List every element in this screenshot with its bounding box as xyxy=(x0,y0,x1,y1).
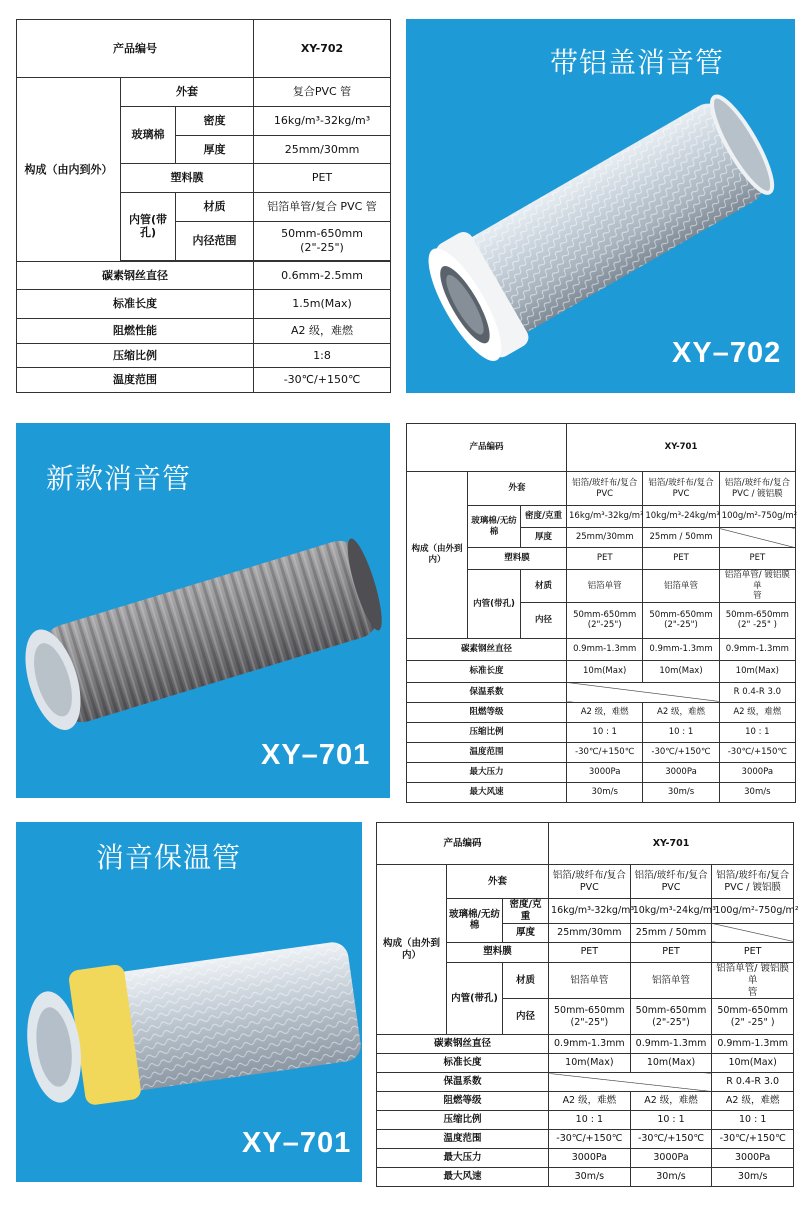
composition-label: 构成（由内到外） xyxy=(17,78,121,261)
flame-label: 阻燃等级 xyxy=(377,1092,549,1111)
glass-wool-label: 玻璃棉/无纺 棉 xyxy=(447,899,503,943)
compress-value: 1:8 xyxy=(254,343,391,368)
inner-tube-label: 内管(带孔) xyxy=(468,570,521,639)
insulation-value-empty xyxy=(567,682,720,702)
wire-label: 碳素钢丝直径 xyxy=(17,261,254,290)
film-label: 塑料膜 xyxy=(447,942,549,962)
insulation-label: 保温系数 xyxy=(377,1073,549,1092)
material-value-3: 铝箔单管/ 镀铝膜单 管 xyxy=(712,962,794,999)
compress-value-2: 10 : 1 xyxy=(630,1111,712,1130)
diameter-value xyxy=(254,221,391,260)
length-value: 1.5m(Max) xyxy=(254,290,391,319)
temp-value-3: -30℃/+150℃ xyxy=(719,742,795,762)
length-label: 标准长度 xyxy=(407,660,567,682)
wind-value-2: 30m/s xyxy=(643,782,719,802)
temp-value-2: -30℃/+150℃ xyxy=(643,742,719,762)
photo-caption: 带铝盖消音管 xyxy=(550,46,725,79)
pressure-label: 最大压力 xyxy=(407,762,567,782)
outer-value-3: 铝箔/玻纤布/复合 PVC / 镀铝膜 xyxy=(712,865,794,899)
wind-value-2: 30m/s xyxy=(630,1168,712,1187)
material-value-1: 铝箔单管 xyxy=(549,962,631,999)
compress-value-3: 10 : 1 xyxy=(712,1111,794,1130)
inner-tube-label: 内管(带孔) xyxy=(121,193,176,261)
glass-wool-label: 玻璃棉/无纺 棉 xyxy=(468,506,521,548)
flame-label: 阻燃性能 xyxy=(17,319,254,344)
film-value-3: PET xyxy=(719,548,795,570)
thickness-value-1: 25mm/30mm xyxy=(549,923,631,942)
temp-value: -30℃/+150℃ xyxy=(254,368,391,393)
wire-value-3: 0.9mm-1.3mm xyxy=(712,1035,794,1054)
flame-value: A2 级，难燃 xyxy=(254,319,391,344)
model-label: XY–702 xyxy=(672,337,782,369)
material-label: 材质 xyxy=(503,962,549,999)
density-label: 密度/克重 xyxy=(521,506,567,528)
material-value-2: 铝箔单管 xyxy=(643,570,719,603)
material-label: 材质 xyxy=(521,570,567,603)
length-label: 标准长度 xyxy=(377,1054,549,1073)
outer-label: 外套 xyxy=(468,472,567,506)
length-value-3: 10m(Max) xyxy=(712,1054,794,1073)
insulation-value-empty xyxy=(549,1073,712,1092)
material-value-2: 铝箔单管 xyxy=(630,962,712,999)
wind-label: 最大风速 xyxy=(377,1168,549,1187)
wind-label: 最大风速 xyxy=(407,782,567,802)
density-label: 密度/克重 xyxy=(503,899,549,924)
temp-label: 温度范围 xyxy=(17,368,254,393)
model-label: XY–701 xyxy=(242,1127,352,1159)
inner-tube-label: 内管(带孔) xyxy=(447,962,503,1035)
compress-label: 压缩比例 xyxy=(377,1111,549,1130)
wire-value: 0.6mm-2.5mm xyxy=(254,261,391,290)
density-label: 密度 xyxy=(176,107,254,136)
density-value: 16kg/m³-32kg/m³ xyxy=(254,107,391,136)
pressure-value-2: 3000Pa xyxy=(643,762,719,782)
temp-value-1: -30℃/+150℃ xyxy=(567,742,643,762)
diameter-value-3: 50mm-650mm (2" -25" ) xyxy=(719,602,795,638)
length-value-1: 10m(Max) xyxy=(549,1054,631,1073)
insulation-label: 保温系数 xyxy=(407,682,567,702)
flame-value-2: A2 级，难燃 xyxy=(630,1092,712,1111)
pressure-value-2: 3000Pa xyxy=(630,1149,712,1168)
model-label: XY–701 xyxy=(261,739,371,771)
wire-value-2: 0.9mm-1.3mm xyxy=(643,638,719,660)
thickness-value-2: 25mm / 50mm xyxy=(643,528,719,548)
compress-label: 压缩比例 xyxy=(407,722,567,742)
temp-label: 温度范围 xyxy=(407,742,567,762)
product-code: XY-701 xyxy=(549,823,794,865)
film-label: 塑料膜 xyxy=(468,548,567,570)
density-value-1: 16kg/m³-32kg/m³ xyxy=(549,899,631,924)
product-photo-xy701-insulated xyxy=(16,822,362,1182)
film-value-1: PET xyxy=(567,548,643,570)
outer-value-1: 铝箔/玻纤布/复合 PVC xyxy=(567,472,643,506)
diameter-value-1: 50mm-650mm (2"-25") xyxy=(549,999,631,1035)
length-value-1: 10m(Max) xyxy=(567,660,643,682)
product-code: XY-702 xyxy=(254,20,391,78)
spec-table-xy701-a xyxy=(406,423,796,797)
temp-label: 温度范围 xyxy=(377,1130,549,1149)
pressure-label: 最大压力 xyxy=(377,1149,549,1168)
flame-value-2: A2 级，难燃 xyxy=(643,702,719,722)
compress-value-1: 10 : 1 xyxy=(549,1111,631,1130)
flame-value-1: A2 级，难燃 xyxy=(549,1092,631,1111)
compress-value-1: 10 : 1 xyxy=(567,722,643,742)
film-value-1: PET xyxy=(549,942,631,962)
product-photo-xy702 xyxy=(406,19,795,393)
thickness-label: 厚度 xyxy=(521,528,567,548)
wind-value-1: 30m/s xyxy=(549,1168,631,1187)
glass-wool-label: 玻璃棉 xyxy=(121,107,176,164)
diameter-value-line2: (2"-25") xyxy=(300,240,344,254)
product-photo-xy701-new xyxy=(16,423,390,798)
compress-value-2: 10 : 1 xyxy=(643,722,719,742)
material-value: 铝箔单管/复合 PVC 管 xyxy=(254,193,391,222)
thickness-label: 厚度 xyxy=(503,923,549,942)
film-label: 塑料膜 xyxy=(121,164,254,193)
spec-table-xy701-b xyxy=(376,822,799,1183)
temp-value-3: -30℃/+150℃ xyxy=(712,1130,794,1149)
spec-table-xy702 xyxy=(16,19,391,393)
film-value-3: PET xyxy=(712,942,794,962)
length-value-2: 10m(Max) xyxy=(643,660,719,682)
diameter-label: 内径 xyxy=(521,602,567,638)
wire-value-1: 0.9mm-1.3mm xyxy=(549,1035,631,1054)
length-value-3: 10m(Max) xyxy=(719,660,795,682)
length-value-2: 10m(Max) xyxy=(630,1054,712,1073)
insulation-value: R 0.4-R 3.0 xyxy=(712,1073,794,1092)
density-value-1: 16kg/m³-32kg/m³ xyxy=(567,506,643,528)
outer-label: 外套 xyxy=(447,865,549,899)
product-code-label: 产品编码 xyxy=(407,424,567,472)
diameter-value-line1: 50mm-650mm xyxy=(281,227,363,241)
outer-label: 外套 xyxy=(121,78,254,107)
wire-value-2: 0.9mm-1.3mm xyxy=(630,1035,712,1054)
outer-value-1: 铝箔/玻纤布/复合 PVC xyxy=(549,865,631,899)
product-code-label: 产品编号 xyxy=(17,20,254,78)
wire-label: 碳素钢丝直径 xyxy=(377,1035,549,1054)
flame-value-3: A2 级，难燃 xyxy=(719,702,795,722)
material-value-3: 铝箔单管/ 镀铝膜单 管 xyxy=(719,570,795,603)
wire-value-1: 0.9mm-1.3mm xyxy=(567,638,643,660)
composition-label: 构成（由外到内） xyxy=(407,472,468,639)
diameter-value-3: 50mm-650mm (2" -25" ) xyxy=(712,999,794,1035)
product-code-label: 产品编码 xyxy=(377,823,549,865)
flame-value-1: A2 级，难燃 xyxy=(567,702,643,722)
insulation-value: R 0.4-R 3.0 xyxy=(719,682,795,702)
diameter-label: 内径范围 xyxy=(176,221,254,260)
composition-label: 构成（由外到 内） xyxy=(377,865,447,1035)
flame-value-3: A2 级，难燃 xyxy=(712,1092,794,1111)
temp-value-2: -30℃/+150℃ xyxy=(630,1130,712,1149)
temp-value-1: -30℃/+150℃ xyxy=(549,1130,631,1149)
material-label: 材质 xyxy=(176,193,254,222)
wire-label: 碳素钢丝直径 xyxy=(407,638,567,660)
film-value-2: PET xyxy=(643,548,719,570)
compress-value-3: 10 : 1 xyxy=(719,722,795,742)
film-value-2: PET xyxy=(630,942,712,962)
wind-value-3: 30m/s xyxy=(712,1168,794,1187)
pressure-value-1: 3000Pa xyxy=(567,762,643,782)
thickness-value-1: 25mm/30mm xyxy=(567,528,643,548)
pressure-value-1: 3000Pa xyxy=(549,1149,631,1168)
diameter-value-2: 50mm-650mm (2"-25") xyxy=(643,602,719,638)
material-value-1: 铝箔单管 xyxy=(567,570,643,603)
flame-label: 阻燃等级 xyxy=(407,702,567,722)
density-value-2: 10kg/m³-24kg/m³ xyxy=(643,506,719,528)
diameter-value-2: 50mm-650mm (2"-25") xyxy=(630,999,712,1035)
wind-value-3: 30m/s xyxy=(719,782,795,802)
film-value: PET xyxy=(254,164,391,193)
photo-caption: 消音保温管 xyxy=(96,841,242,874)
thickness-label: 厚度 xyxy=(176,135,254,164)
wind-value-1: 30m/s xyxy=(567,782,643,802)
diameter-value-1: 50mm-650mm (2"-25") xyxy=(567,602,643,638)
pressure-value-3: 3000Pa xyxy=(712,1149,794,1168)
outer-value-2: 铝箔/玻纤布/复合 PVC xyxy=(643,472,719,506)
pressure-value-3: 3000Pa xyxy=(719,762,795,782)
density-value-3: 100g/m²-750g/m² xyxy=(712,899,794,924)
thickness-value-empty xyxy=(712,923,794,942)
photo-caption: 新款消音管 xyxy=(46,462,192,495)
wire-value-3: 0.9mm-1.3mm xyxy=(719,638,795,660)
outer-value: 复合PVC 管 xyxy=(254,78,391,107)
thickness-value-empty xyxy=(719,528,795,548)
length-label: 标准长度 xyxy=(17,290,254,319)
outer-value-3: 铝箔/玻纤布/复合 PVC / 镀铝膜 xyxy=(719,472,795,506)
product-code: XY-701 xyxy=(567,424,796,472)
compress-label: 压缩比例 xyxy=(17,343,254,368)
outer-value-2: 铝箔/玻纤布/复合 PVC xyxy=(630,865,712,899)
density-value-3: 100g/m²-750g/m² xyxy=(719,506,795,528)
thickness-value: 25mm/30mm xyxy=(254,135,391,164)
thickness-value-2: 25mm / 50mm xyxy=(630,923,712,942)
density-value-2: 10kg/m³-24kg/m³ xyxy=(630,899,712,924)
diameter-label: 内径 xyxy=(503,999,549,1035)
